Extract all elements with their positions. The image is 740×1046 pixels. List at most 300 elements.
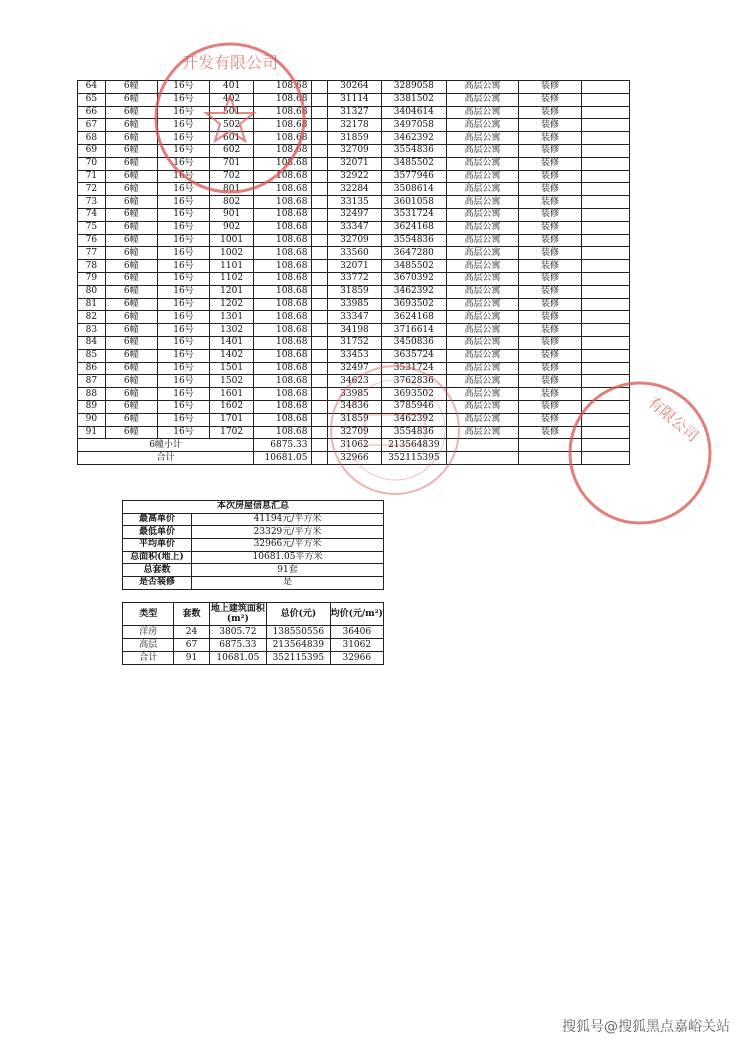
cell-unit-price: 33560 (327, 247, 381, 260)
cell-room: 901 (210, 208, 254, 221)
cell-blank (312, 221, 327, 234)
cell-house-type: 高层公寓 (446, 247, 519, 260)
cell-unit-price: 30264 (327, 81, 381, 94)
table-row (78, 413, 630, 426)
cell-row-index: 75 (78, 221, 106, 234)
cell-blank (312, 208, 327, 221)
cell-extra (581, 413, 629, 426)
cell-extra (581, 119, 629, 132)
summary-key: 是否装修 (123, 577, 192, 590)
cell-row-index: 64 (78, 81, 106, 94)
cell-unit: 16号 (157, 413, 209, 426)
cell-building: 6幢 (105, 298, 157, 311)
house-price-table-body (78, 81, 630, 465)
cell-unit-price: 32284 (327, 183, 381, 196)
cell-room: 1401 (210, 336, 254, 349)
table-row (78, 144, 630, 157)
table-row (78, 196, 630, 209)
type-row (123, 626, 384, 639)
cell-area: 108.68 (254, 375, 312, 388)
cell-decoration: 装修 (519, 157, 581, 170)
cell-decoration: 装修 (519, 298, 581, 311)
type-cell: 3805.72 (209, 626, 266, 639)
cell-total-price: 3462392 (382, 132, 447, 145)
cell-unit-price: 33347 (327, 221, 381, 234)
cell-house-type: 高层公寓 (446, 106, 519, 119)
cell-unit-price: 31859 (327, 132, 381, 145)
cell-building: 6幢 (105, 285, 157, 298)
summary-value: 91套 (192, 564, 384, 577)
cell-extra (581, 144, 629, 157)
cell-blank (312, 93, 327, 106)
cell-unit-price: 32178 (327, 119, 381, 132)
table-row (78, 119, 630, 132)
cell-total-price: 3785946 (382, 400, 447, 413)
summary-row (123, 539, 384, 552)
cell-unit: 16号 (157, 324, 209, 337)
cell-extra (581, 298, 629, 311)
cell-room: 1302 (210, 324, 254, 337)
type-header-cell: 套数 (174, 603, 209, 626)
type-cell: 91 (174, 652, 209, 665)
house-price-table (77, 80, 630, 465)
cell-building: 6幢 (105, 426, 157, 439)
cell-total-price: 3381502 (382, 93, 447, 106)
cell-area: 108.68 (254, 196, 312, 209)
cell-unit: 16号 (157, 362, 209, 375)
cell-unit: 16号 (157, 93, 209, 106)
cell-unit: 16号 (157, 208, 209, 221)
cell-unit-price: 34623 (327, 375, 381, 388)
cell-total-price: 3531724 (382, 208, 447, 221)
cell-area: 108.68 (254, 260, 312, 273)
table-row (78, 208, 630, 221)
subtotal-total: 213564839 (382, 439, 447, 452)
cell-unit-price: 33772 (327, 272, 381, 285)
cell-area: 108.68 (254, 298, 312, 311)
cell-decoration: 装修 (519, 81, 581, 94)
subtotal-area: 6875.33 (254, 439, 312, 452)
cell-decoration: 装修 (519, 119, 581, 132)
cell-house-type: 高层公寓 (446, 144, 519, 157)
cell-decoration: 装修 (519, 208, 581, 221)
cell-room: 702 (210, 170, 254, 183)
cell-decoration: 装修 (519, 272, 581, 285)
cell-total-price: 3554836 (382, 144, 447, 157)
type-row (123, 639, 384, 652)
cell-decoration: 装修 (519, 196, 581, 209)
cell-extra (581, 324, 629, 337)
cell-decoration: 装修 (519, 93, 581, 106)
cell-unit-price: 31327 (327, 106, 381, 119)
cell-unit: 16号 (157, 221, 209, 234)
cell-room: 1602 (210, 400, 254, 413)
cell-blank (312, 144, 327, 157)
cell-row-index: 82 (78, 311, 106, 324)
summary-title: 本次房屋信息汇总 (123, 501, 384, 514)
cell-room: 1601 (210, 388, 254, 401)
cell-row-index: 86 (78, 362, 106, 375)
cell-room: 1701 (210, 413, 254, 426)
cell-house-type: 高层公寓 (446, 81, 519, 94)
table-row (78, 336, 630, 349)
cell-unit-price: 32497 (327, 362, 381, 375)
cell-decoration: 装修 (519, 106, 581, 119)
cell-total-price: 3497058 (382, 119, 447, 132)
table-row (78, 349, 630, 362)
type-header-cell: 总价(元) (267, 603, 330, 626)
cell-house-type: 高层公寓 (446, 362, 519, 375)
cell-row-index: 70 (78, 157, 106, 170)
cell-building: 6幢 (105, 157, 157, 170)
cell-house-type: 高层公寓 (446, 260, 519, 273)
cell-area: 108.68 (254, 119, 312, 132)
cell-unit-price: 33453 (327, 349, 381, 362)
cell-building: 6幢 (105, 375, 157, 388)
table-row (78, 426, 630, 439)
cell-total-price: 3462392 (382, 413, 447, 426)
cell-row-index: 77 (78, 247, 106, 260)
cell-row-index: 79 (78, 272, 106, 285)
cell-blank (446, 452, 519, 465)
cell-total-price: 3647280 (382, 247, 447, 260)
summary-value: 是 (192, 577, 384, 590)
cell-house-type: 高层公寓 (446, 311, 519, 324)
table-row (78, 260, 630, 273)
cell-area: 108.68 (254, 221, 312, 234)
cell-decoration: 装修 (519, 234, 581, 247)
table-row (78, 247, 630, 260)
cell-extra (581, 170, 629, 183)
total-label: 合计 (78, 452, 254, 465)
cell-building: 6幢 (105, 170, 157, 183)
cell-extra (581, 400, 629, 413)
cell-house-type: 高层公寓 (446, 196, 519, 209)
type-header-row (123, 603, 384, 626)
cell-blank (312, 119, 327, 132)
cell-blank (312, 426, 327, 439)
cell-room: 1502 (210, 375, 254, 388)
cell-area: 108.68 (254, 324, 312, 337)
cell-area: 108.68 (254, 247, 312, 260)
cell-total-price: 3716614 (382, 324, 447, 337)
total-unit-price: 32966 (327, 452, 381, 465)
cell-room: 1702 (210, 426, 254, 439)
total-area: 10681.05 (254, 452, 312, 465)
cell-total-price: 3693502 (382, 388, 447, 401)
cell-extra (581, 81, 629, 94)
cell-total-price: 3577946 (382, 170, 447, 183)
cell-total-price: 3462392 (382, 285, 447, 298)
cell-decoration: 装修 (519, 324, 581, 337)
cell-total-price: 3762836 (382, 375, 447, 388)
summary-row (123, 526, 384, 539)
cell-building: 6幢 (105, 221, 157, 234)
cell-room: 1002 (210, 247, 254, 260)
table-row (78, 285, 630, 298)
cell-area: 108.68 (254, 272, 312, 285)
cell-total-price: 3670392 (382, 272, 447, 285)
cell-row-index: 76 (78, 234, 106, 247)
cell-extra (581, 234, 629, 247)
cell-area: 108.68 (254, 362, 312, 375)
cell-row-index: 73 (78, 196, 106, 209)
cell-building: 6幢 (105, 260, 157, 273)
cell-extra (581, 375, 629, 388)
cell-unit: 16号 (157, 132, 209, 145)
cell-decoration: 装修 (519, 362, 581, 375)
cell-unit-price: 32709 (327, 144, 381, 157)
cell-area: 108.68 (254, 285, 312, 298)
type-row (123, 652, 384, 665)
cell-blank (312, 298, 327, 311)
cell-blank (312, 132, 327, 145)
cell-unit: 16号 (157, 247, 209, 260)
cell-unit-price: 32497 (327, 208, 381, 221)
cell-extra (581, 196, 629, 209)
cell-blank (312, 260, 327, 273)
type-cell: 合计 (123, 652, 174, 665)
cell-building: 6幢 (105, 93, 157, 106)
cell-extra (581, 349, 629, 362)
cell-blank (312, 413, 327, 426)
cell-house-type: 高层公寓 (446, 183, 519, 196)
cell-extra (581, 247, 629, 260)
cell-room: 601 (210, 132, 254, 145)
cell-building: 6幢 (105, 336, 157, 349)
type-header-cell: 地上建筑面积(m²) (210, 604, 265, 624)
cell-unit: 16号 (157, 388, 209, 401)
table-row (78, 221, 630, 234)
cell-building: 6幢 (105, 208, 157, 221)
cell-room: 1501 (210, 362, 254, 375)
cell-area: 108.68 (254, 388, 312, 401)
cell-extra (581, 272, 629, 285)
cell-row-index: 90 (78, 413, 106, 426)
cell-house-type: 高层公寓 (446, 400, 519, 413)
cell-blank (312, 234, 327, 247)
subtotal-label: 6幢小计 (78, 439, 254, 452)
cell-blank (312, 439, 327, 452)
cell-row-index: 69 (78, 144, 106, 157)
cell-room: 802 (210, 196, 254, 209)
type-cell: 24 (174, 626, 209, 639)
cell-row-index: 83 (78, 324, 106, 337)
summary-key: 平均单价 (123, 539, 192, 552)
cell-row-index: 74 (78, 208, 106, 221)
cell-house-type: 高层公寓 (446, 349, 519, 362)
cell-blank (519, 439, 581, 452)
cell-area: 108.68 (254, 81, 312, 94)
table-row (78, 375, 630, 388)
cell-blank (312, 183, 327, 196)
cell-house-type: 高层公寓 (446, 208, 519, 221)
type-header-cell: 均价(元/m²) (330, 603, 383, 626)
cell-room: 1101 (210, 260, 254, 273)
cell-building: 6幢 (105, 349, 157, 362)
cell-house-type: 高层公寓 (446, 413, 519, 426)
table-row (78, 400, 630, 413)
cell-unit: 16号 (157, 196, 209, 209)
cell-total-price: 3485502 (382, 260, 447, 273)
cell-house-type: 高层公寓 (446, 298, 519, 311)
cell-house-type: 高层公寓 (446, 221, 519, 234)
cell-blank (312, 452, 327, 465)
cell-decoration: 装修 (519, 247, 581, 260)
cell-extra (581, 93, 629, 106)
cell-total-price: 3601058 (382, 196, 447, 209)
cell-building: 6幢 (105, 388, 157, 401)
cell-unit-price: 33985 (327, 388, 381, 401)
summary-table (122, 500, 384, 590)
total-total: 352115395 (382, 452, 447, 465)
cell-room: 502 (210, 119, 254, 132)
cell-unit: 16号 (157, 311, 209, 324)
cell-unit: 16号 (157, 106, 209, 119)
cell-decoration: 装修 (519, 400, 581, 413)
type-cell: 6875.33 (209, 639, 266, 652)
cell-room: 1402 (210, 349, 254, 362)
subtotal-row (78, 439, 630, 452)
cell-extra (581, 285, 629, 298)
type-cell: 213564839 (267, 639, 330, 652)
cell-row-index: 80 (78, 285, 106, 298)
cell-blank (312, 247, 327, 260)
cell-blank (446, 439, 519, 452)
cell-building: 6幢 (105, 413, 157, 426)
watermark: 搜狐号@搜狐黑点嘉峪关站 (562, 1019, 730, 1035)
cell-row-index: 91 (78, 426, 106, 439)
cell-building: 6幢 (105, 272, 157, 285)
cell-house-type: 高层公寓 (446, 157, 519, 170)
cell-decoration: 装修 (519, 221, 581, 234)
cell-building: 6幢 (105, 362, 157, 375)
cell-blank (312, 81, 327, 94)
cell-unit: 16号 (157, 426, 209, 439)
cell-room: 1301 (210, 311, 254, 324)
cell-building: 6幢 (105, 132, 157, 145)
total-row (78, 452, 630, 465)
summary-row (123, 577, 384, 590)
cell-row-index: 71 (78, 170, 106, 183)
cell-building: 6幢 (105, 311, 157, 324)
cell-extra (581, 132, 629, 145)
cell-unit: 16号 (157, 157, 209, 170)
type-cell: 352115395 (267, 652, 330, 665)
cell-unit-price: 33135 (327, 196, 381, 209)
cell-blank (519, 452, 581, 465)
summary-row (123, 551, 384, 564)
cell-house-type: 高层公寓 (446, 132, 519, 145)
cell-blank (312, 324, 327, 337)
table-row (78, 311, 630, 324)
cell-blank (312, 106, 327, 119)
subtotal-unit-price: 31062 (327, 439, 381, 452)
cell-total-price: 3624168 (382, 221, 447, 234)
cell-extra (581, 388, 629, 401)
cell-house-type: 高层公寓 (446, 272, 519, 285)
cell-unit-price: 32071 (327, 260, 381, 273)
table-row (78, 362, 630, 375)
cell-unit-price: 34836 (327, 400, 381, 413)
type-cell: 10681.05 (209, 652, 266, 665)
type-cell: 31062 (330, 639, 383, 652)
cell-row-index: 85 (78, 349, 106, 362)
cell-row-index: 78 (78, 260, 106, 273)
cell-blank (312, 349, 327, 362)
cell-row-index: 87 (78, 375, 106, 388)
cell-total-price: 3450836 (382, 336, 447, 349)
summary-key: 总面积(地上) (123, 551, 192, 564)
cell-extra (581, 208, 629, 221)
cell-area: 108.68 (254, 208, 312, 221)
table-row (78, 106, 630, 119)
cell-blank (312, 170, 327, 183)
cell-row-index: 65 (78, 93, 106, 106)
cell-decoration: 装修 (519, 132, 581, 145)
cell-room: 401 (210, 81, 254, 94)
cell-unit: 16号 (157, 260, 209, 273)
cell-unit: 16号 (157, 119, 209, 132)
summary-row (123, 564, 384, 577)
seal-top-text: 开发有限公司 (181, 53, 279, 72)
summary-table-body (123, 501, 384, 590)
cell-building: 6幢 (105, 234, 157, 247)
cell-blank (312, 400, 327, 413)
cell-house-type: 高层公寓 (446, 388, 519, 401)
cell-total-price: 3485502 (382, 157, 447, 170)
cell-building: 6幢 (105, 183, 157, 196)
table-row (78, 183, 630, 196)
cell-building: 6幢 (105, 144, 157, 157)
cell-blank (312, 336, 327, 349)
cell-row-index: 66 (78, 106, 106, 119)
cell-area: 108.68 (254, 183, 312, 196)
type-cell: 138550556 (267, 626, 330, 639)
cell-room: 902 (210, 221, 254, 234)
cell-blank (581, 452, 629, 465)
cell-house-type: 高层公寓 (446, 324, 519, 337)
summary-key: 最高单价 (123, 513, 192, 526)
cell-building: 6幢 (105, 81, 157, 94)
cell-unit-price: 31114 (327, 93, 381, 106)
cell-area: 108.68 (254, 349, 312, 362)
cell-blank (312, 157, 327, 170)
cell-unit-price: 32922 (327, 170, 381, 183)
cell-decoration: 装修 (519, 311, 581, 324)
cell-unit: 16号 (157, 349, 209, 362)
cell-extra (581, 362, 629, 375)
cell-row-index: 68 (78, 132, 106, 145)
cell-unit: 16号 (157, 234, 209, 247)
cell-house-type: 高层公寓 (446, 170, 519, 183)
cell-area: 108.68 (254, 106, 312, 119)
cell-unit: 16号 (157, 336, 209, 349)
cell-unit-price: 31752 (327, 336, 381, 349)
cell-total-price: 3554836 (382, 234, 447, 247)
cell-unit: 16号 (157, 183, 209, 196)
cell-unit-price: 34198 (327, 324, 381, 337)
table-row (78, 157, 630, 170)
cell-blank (581, 439, 629, 452)
cell-unit-price: 33985 (327, 298, 381, 311)
type-header-cell: 类型 (123, 603, 174, 626)
cell-area: 108.68 (254, 234, 312, 247)
cell-unit: 16号 (157, 170, 209, 183)
cell-area: 108.68 (254, 157, 312, 170)
cell-area: 108.68 (254, 400, 312, 413)
cell-unit: 16号 (157, 144, 209, 157)
